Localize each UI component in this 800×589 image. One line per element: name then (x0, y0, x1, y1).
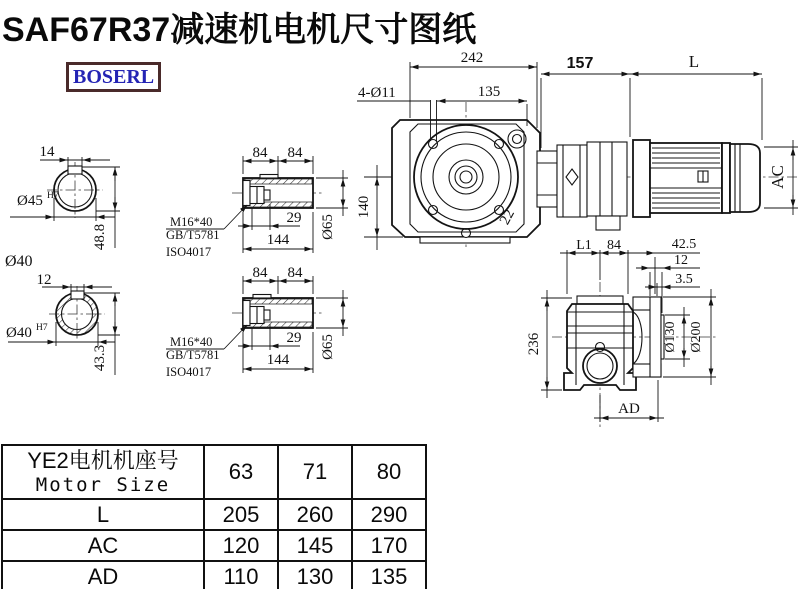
shaft-bushing-top (166, 145, 348, 259)
shaft-bushing-bottom (166, 265, 348, 379)
dim-144: 144 (266, 352, 290, 368)
dim-AC: AC (768, 165, 787, 189)
table-row-AC (2, 530, 426, 561)
label-std-iso: ISO4017 (166, 245, 212, 259)
table-row-AD (2, 561, 426, 589)
dim-157: 157 (566, 55, 594, 72)
cell: 145 (278, 530, 352, 561)
dim-3-5: 3.5 (675, 272, 693, 287)
dim-d130: Ø130 (663, 321, 678, 353)
cell: 170 (352, 530, 426, 561)
gearbox-side-view (526, 237, 718, 428)
table-header-row (2, 445, 426, 499)
dim-L1: L1 (576, 238, 592, 253)
dim-d200: Ø200 (689, 321, 704, 353)
motor-size-table (1, 444, 427, 589)
label-std-gb: GB/T5781 (166, 348, 220, 362)
dim-d40-tol: H7 (36, 323, 48, 333)
dim-d65: Ø65 (320, 214, 336, 240)
cell: 110 (204, 561, 278, 589)
cell: 205 (204, 499, 278, 530)
dim-22: 22 (496, 206, 519, 228)
label-bolt: M16*40 (170, 335, 213, 349)
dim-84b: 84 (287, 145, 303, 161)
dim-84side: 84 (607, 238, 621, 253)
dim-L: L (688, 52, 700, 71)
shaft-end-view-40 (6, 272, 120, 375)
dim-43-3: 43.3 (92, 344, 108, 372)
cell: 120 (204, 530, 278, 561)
dim-key12: 12 (36, 272, 52, 288)
dim-84b: 84 (287, 265, 303, 281)
cell: 135 (352, 561, 426, 589)
dim-144: 144 (266, 232, 290, 248)
dim-AD: AD (618, 401, 640, 417)
header-col-63: 63 (204, 445, 278, 499)
row-label: AD (2, 561, 204, 589)
table-row-L (2, 499, 426, 530)
dim-84a: 84 (252, 265, 268, 281)
front-view (356, 50, 798, 250)
header-col-71: 71 (278, 445, 352, 499)
page-title: SAF67R37减速机电机尺寸图纸 (2, 11, 477, 49)
dim-140: 140 (356, 195, 372, 219)
dim-48-8: 48.8 (92, 223, 108, 251)
label-4xd11: 4-Ø11 (358, 85, 396, 101)
label-std-gb: GB/T5781 (166, 228, 220, 242)
dim-d65: Ø65 (320, 334, 336, 360)
header-col-80: 80 (352, 445, 426, 499)
shaft-end-view-45 (5, 144, 120, 270)
dim-12side: 12 (674, 253, 688, 268)
label-bolt: M16*40 (170, 215, 213, 229)
dim-29: 29 (286, 210, 302, 226)
dim-d40: Ø40 (6, 325, 32, 341)
label-d40: Ø40 (5, 253, 33, 270)
dim-d45-tol: H7 (47, 191, 59, 201)
dim-236: 236 (526, 332, 542, 356)
row-label: L (2, 499, 204, 530)
cell: 130 (278, 561, 352, 589)
row-label: AC (2, 530, 204, 561)
dim-242: 242 (460, 50, 484, 66)
header-motor-size-cn: YE2电机机座号 (27, 448, 179, 473)
dim-42-5: 42.5 (671, 237, 697, 252)
cell: 260 (278, 499, 352, 530)
label-std-iso: ISO4017 (166, 365, 212, 379)
dim-135: 135 (477, 84, 501, 100)
dim-84a: 84 (252, 145, 268, 161)
dim-d45: Ø45 (17, 193, 43, 209)
dim-key14: 14 (39, 144, 55, 160)
boserl-logo: BOSERL (66, 62, 161, 92)
header-motor-size (2, 445, 204, 499)
cell: 290 (352, 499, 426, 530)
dim-29: 29 (286, 330, 302, 346)
header-motor-size-en: Motor Size (35, 474, 171, 496)
